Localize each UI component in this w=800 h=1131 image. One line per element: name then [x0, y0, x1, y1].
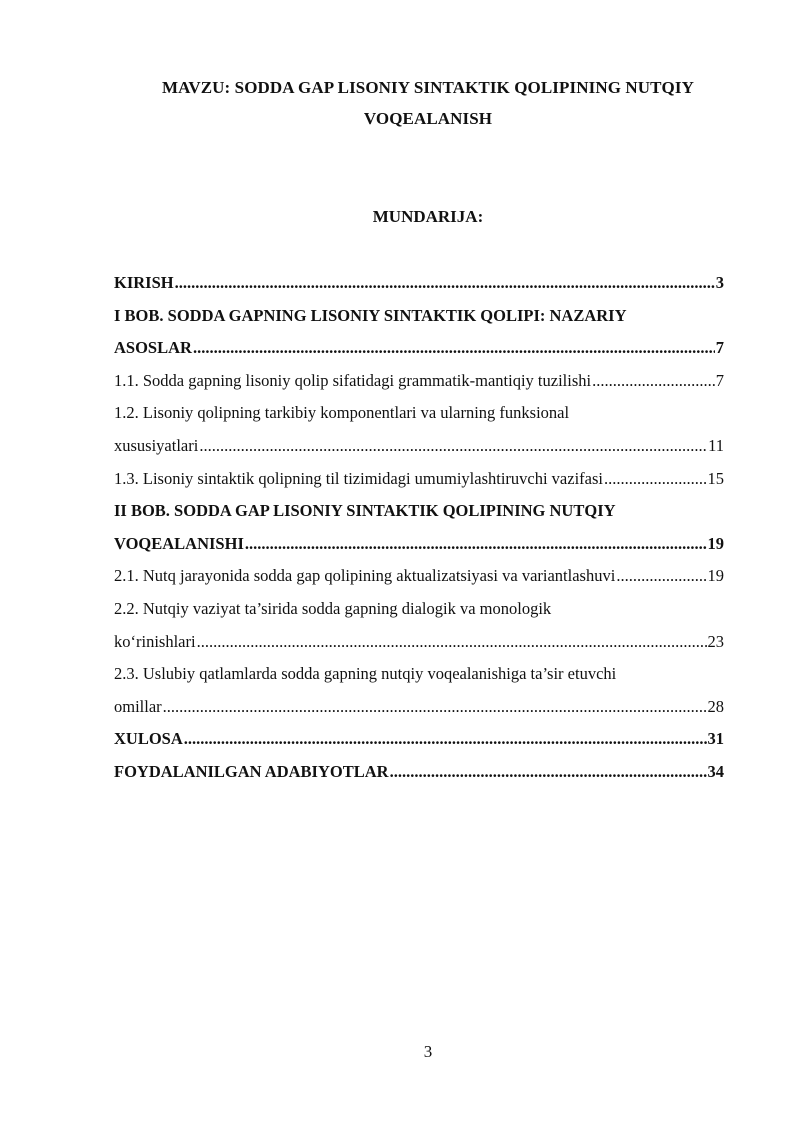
toc-entry-text: ko‘rinishlari	[114, 631, 196, 651]
toc-leader	[592, 365, 715, 398]
toc-leader	[390, 756, 707, 789]
toc-page-number: 31	[707, 729, 724, 749]
toc-leader	[184, 723, 707, 756]
toc-entry-text: XULOSA	[114, 729, 183, 749]
toc-entry-2-3[interactable]	[114, 691, 724, 724]
toc-entry-2-2-line-1[interactable]	[114, 593, 724, 626]
toc-page-number: 34	[707, 761, 724, 781]
toc-leader	[616, 560, 706, 593]
toc-entry-text: I BOB. SODDA GAPNING LISONIY SINTAKTIK QOLIPI: NAZARIY	[114, 305, 627, 325]
table-of-contents	[114, 267, 724, 789]
toc-entry-chapter-1-line-1[interactable]	[114, 300, 724, 333]
toc-page-number: 15	[707, 468, 724, 488]
toc-page-number: 3	[715, 273, 724, 292]
toc-entry-2-2[interactable]	[114, 626, 724, 659]
toc-entry-text: ASOSLAR	[114, 338, 192, 358]
toc-page-number: 19	[707, 566, 724, 586]
toc-entry-text: 1.1. Sodda gapning lisoniy qolip sifatidagi grammatik-mantiqiy tuzilishi	[114, 370, 592, 390]
toc-entry-kirish[interactable]	[114, 267, 724, 300]
toc-leader	[175, 267, 715, 300]
toc-entry-2-1[interactable]	[114, 560, 724, 593]
toc-entry-text: 2.1. Nutq jarayonida sodda gap qolipining aktualizatsiyasi va variantlashuvi	[114, 566, 616, 586]
toc-entry-text: 2.3. Uslubiy qatlamlarda sodda gapning nutqiy voqealanishiga ta’sir etuvchi	[114, 664, 617, 684]
toc-entry-text: 2.2. Nutqiy vaziyat ta’sirida sodda gapning dialogik va monologik	[114, 598, 552, 618]
toc-page-number: 19	[707, 533, 724, 553]
toc-entry-1-1[interactable]	[114, 365, 724, 398]
toc-page-number: 23	[707, 631, 724, 651]
toc-entry-1-2-line-1[interactable]	[114, 397, 724, 430]
toc-page-number: 7	[715, 338, 724, 358]
toc-entry-chapter-1[interactable]	[114, 332, 724, 365]
toc-entry-text: xususiyatlari	[114, 435, 199, 455]
toc-entry-chapter-2-line-1[interactable]	[114, 495, 724, 528]
title-line-2: VOQEALANISH	[363, 109, 493, 128]
toc-entry-2-3-line-1[interactable]	[114, 658, 724, 691]
toc-page-number: 28	[707, 696, 724, 716]
toc-leader	[163, 691, 707, 724]
toc-entry-bibliography[interactable]	[114, 756, 724, 789]
toc-entry-1-3[interactable]	[114, 463, 724, 496]
toc-entry-text: 1.3. Lisoniy sintaktik qolipning til tizimidagi umumiylashtiruvchi vazifasi	[114, 468, 603, 488]
toc-leader	[199, 430, 707, 463]
toc-entry-xulosa[interactable]	[114, 723, 724, 756]
toc-entry-text: omillar	[114, 696, 162, 716]
toc-leader	[604, 463, 707, 496]
toc-entry-text: 1.2. Lisoniy qolipning tarkibiy komponentlari va ularning funksional	[114, 403, 570, 423]
toc-leader	[197, 626, 707, 659]
toc-entry-text: KIRISH	[114, 273, 174, 292]
toc-leader	[193, 332, 715, 365]
title-line-1: MAVZU: SODDA GAP LISONIY SINTAKTIK QOLIPINING NUTQIY	[162, 78, 694, 97]
contents-heading: MUNDARIJA:	[372, 207, 484, 226]
toc-entry-chapter-2[interactable]	[114, 528, 724, 561]
toc-entry-text: FOYDALANILGAN ADABIYOTLAR	[114, 761, 389, 781]
toc-entry-1-2[interactable]	[114, 430, 724, 463]
toc-page-number: 7	[715, 370, 724, 390]
toc-leader	[245, 528, 707, 561]
toc-page-number: 11	[708, 435, 724, 455]
toc-entry-text: VOQEALANISHI	[114, 533, 244, 553]
document-title	[100, 72, 756, 134]
toc-entry-text: II BOB. SODDA GAP LISONIY SINTAKTIK QOLIPINING NUTQIY	[114, 501, 616, 521]
page-number: 3	[423, 1042, 433, 1061]
